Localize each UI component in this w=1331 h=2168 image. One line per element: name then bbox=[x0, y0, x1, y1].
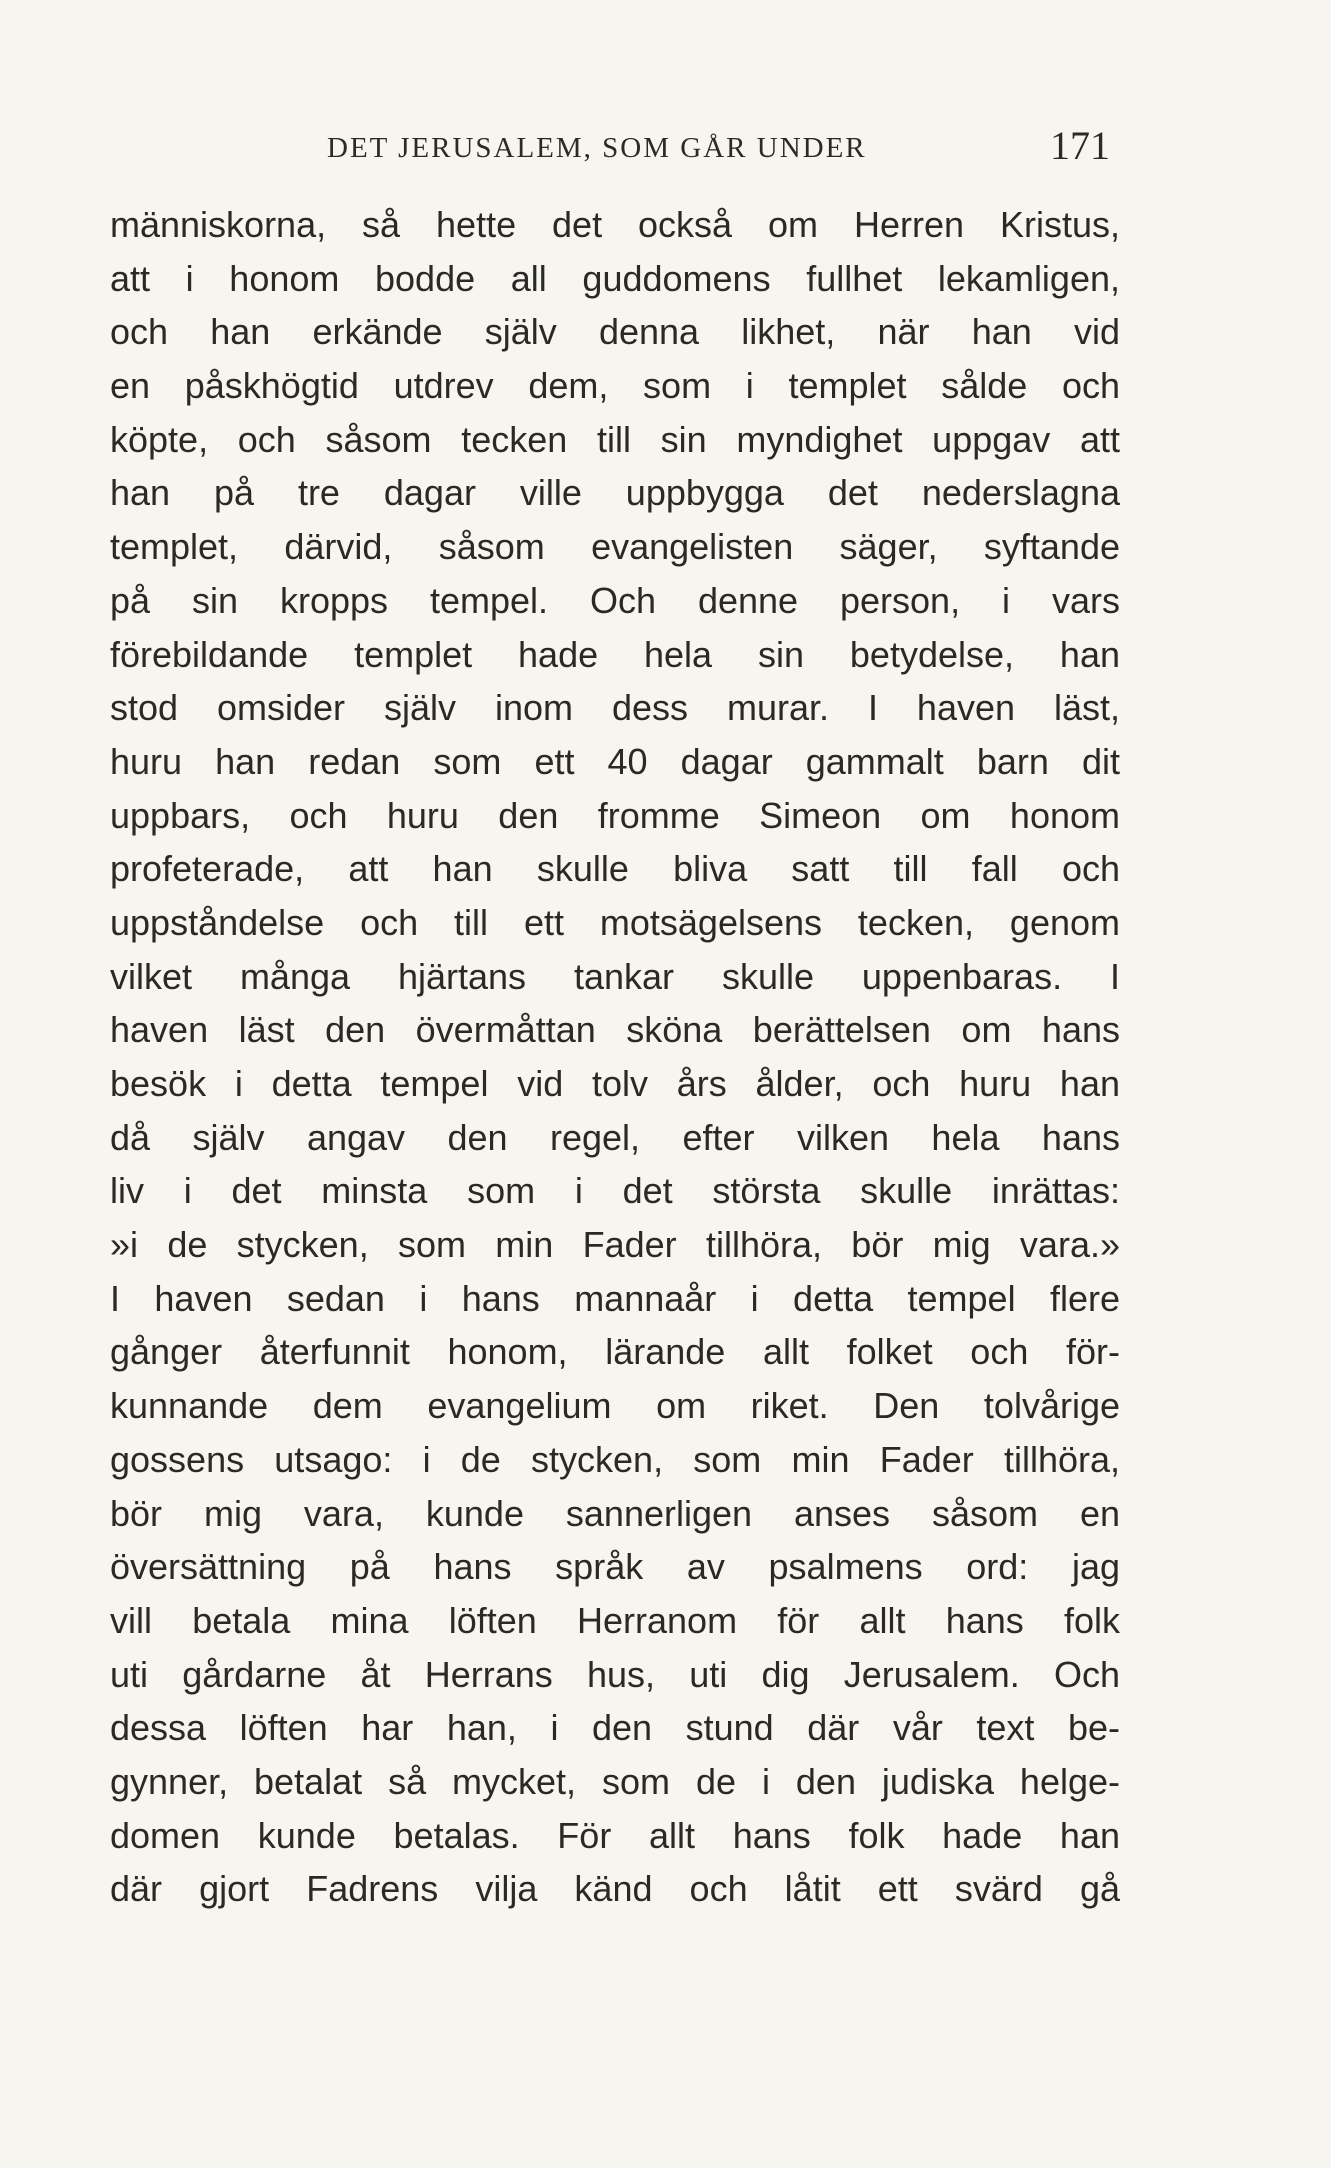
text-line: bör mig vara, kunde sannerligen anses såsom en bbox=[110, 1492, 1120, 1534]
text-line: kunnande dem evangelium om riket. Den tolvårige bbox=[110, 1385, 1120, 1427]
text-line: uti gårdarne åt Herrans hus, uti dig Jerusalem. Och bbox=[110, 1653, 1120, 1695]
text-line: liv i det minsta som i det största skulle inrättas: bbox=[110, 1170, 1120, 1212]
text-line: huru han redan som ett 40 dagar gammalt barn dit bbox=[110, 740, 1120, 782]
text-line: vill betala mina löften Herranom för allt hans folk bbox=[110, 1599, 1120, 1641]
text-line: på sin kropps tempel. Och denne person, i vars bbox=[110, 579, 1120, 621]
text-line: besök i detta tempel vid tolv års ålder, och huru han bbox=[110, 1063, 1120, 1104]
page-header bbox=[0, 118, 1331, 178]
text-line: domen kunde betalas. För allt hans folk hade han bbox=[110, 1814, 1120, 1856]
text-line: gynner, betalat så mycket, som de i den judiska helge- bbox=[110, 1760, 1120, 1802]
text-line: en påskhögtid utdrev dem, som i templet sålde och bbox=[110, 365, 1120, 407]
text-line: då själv angav den regel, efter vilken hela hans bbox=[110, 1116, 1120, 1158]
text-line: »i de stycken, som min Fader tillhöra, bör mig vara.» bbox=[110, 1224, 1120, 1266]
text-line: vilket många hjärtans tankar skulle uppenbaras. I bbox=[110, 955, 1120, 997]
body-text bbox=[110, 198, 1120, 1916]
text-line: och han erkände själv denna likhet, när han vid bbox=[110, 311, 1120, 353]
text-line: gånger återfunnit honom, lärande allt folket och för- bbox=[110, 1331, 1120, 1373]
text-line: där gjort Fadrens vilja känd och låtit ett svärd gå bbox=[110, 1868, 1120, 1910]
text-line: översättning på hans språk av psalmens ord: jag bbox=[110, 1546, 1120, 1588]
text-line: profeterade, att han skulle bliva satt till fall och bbox=[110, 848, 1120, 890]
text-line: uppståndelse och till ett motsägelsens tecken, genom bbox=[110, 901, 1120, 943]
text-line: han på tre dagar ville uppbygga det nederslagna bbox=[110, 472, 1120, 514]
running-title: DET JERUSALEM, SOM GÅR UNDER bbox=[327, 132, 867, 164]
text-line: uppbars, och huru den fromme Simeon om honom bbox=[110, 794, 1120, 836]
page-number: 171 bbox=[1050, 123, 1110, 168]
text-line: stod omsider själv inom dess murar. I haven läst, bbox=[110, 687, 1120, 729]
text-line: köpte, och såsom tecken till sin myndighet uppgav att bbox=[110, 418, 1120, 460]
text-line: människorna, så hette det också om Herren Kristus, bbox=[110, 204, 1120, 245]
text-line: förebildande templet hade hela sin betydelse, han bbox=[110, 633, 1120, 675]
text-line: I haven sedan i hans mannaår i detta tempel flere bbox=[110, 1277, 1120, 1319]
text-line: att i honom bodde all guddomens fullhet lekamligen, bbox=[110, 257, 1120, 299]
text-line: templet, därvid, såsom evangelisten säger, syftande bbox=[110, 526, 1120, 568]
text-line: dessa löften har han, i den stund där vår text be- bbox=[110, 1707, 1120, 1749]
text-line: haven läst den övermåttan sköna berättelsen om hans bbox=[110, 1009, 1120, 1051]
text-line: gossens utsago: i de stycken, som min Fader tillhöra, bbox=[110, 1438, 1120, 1480]
